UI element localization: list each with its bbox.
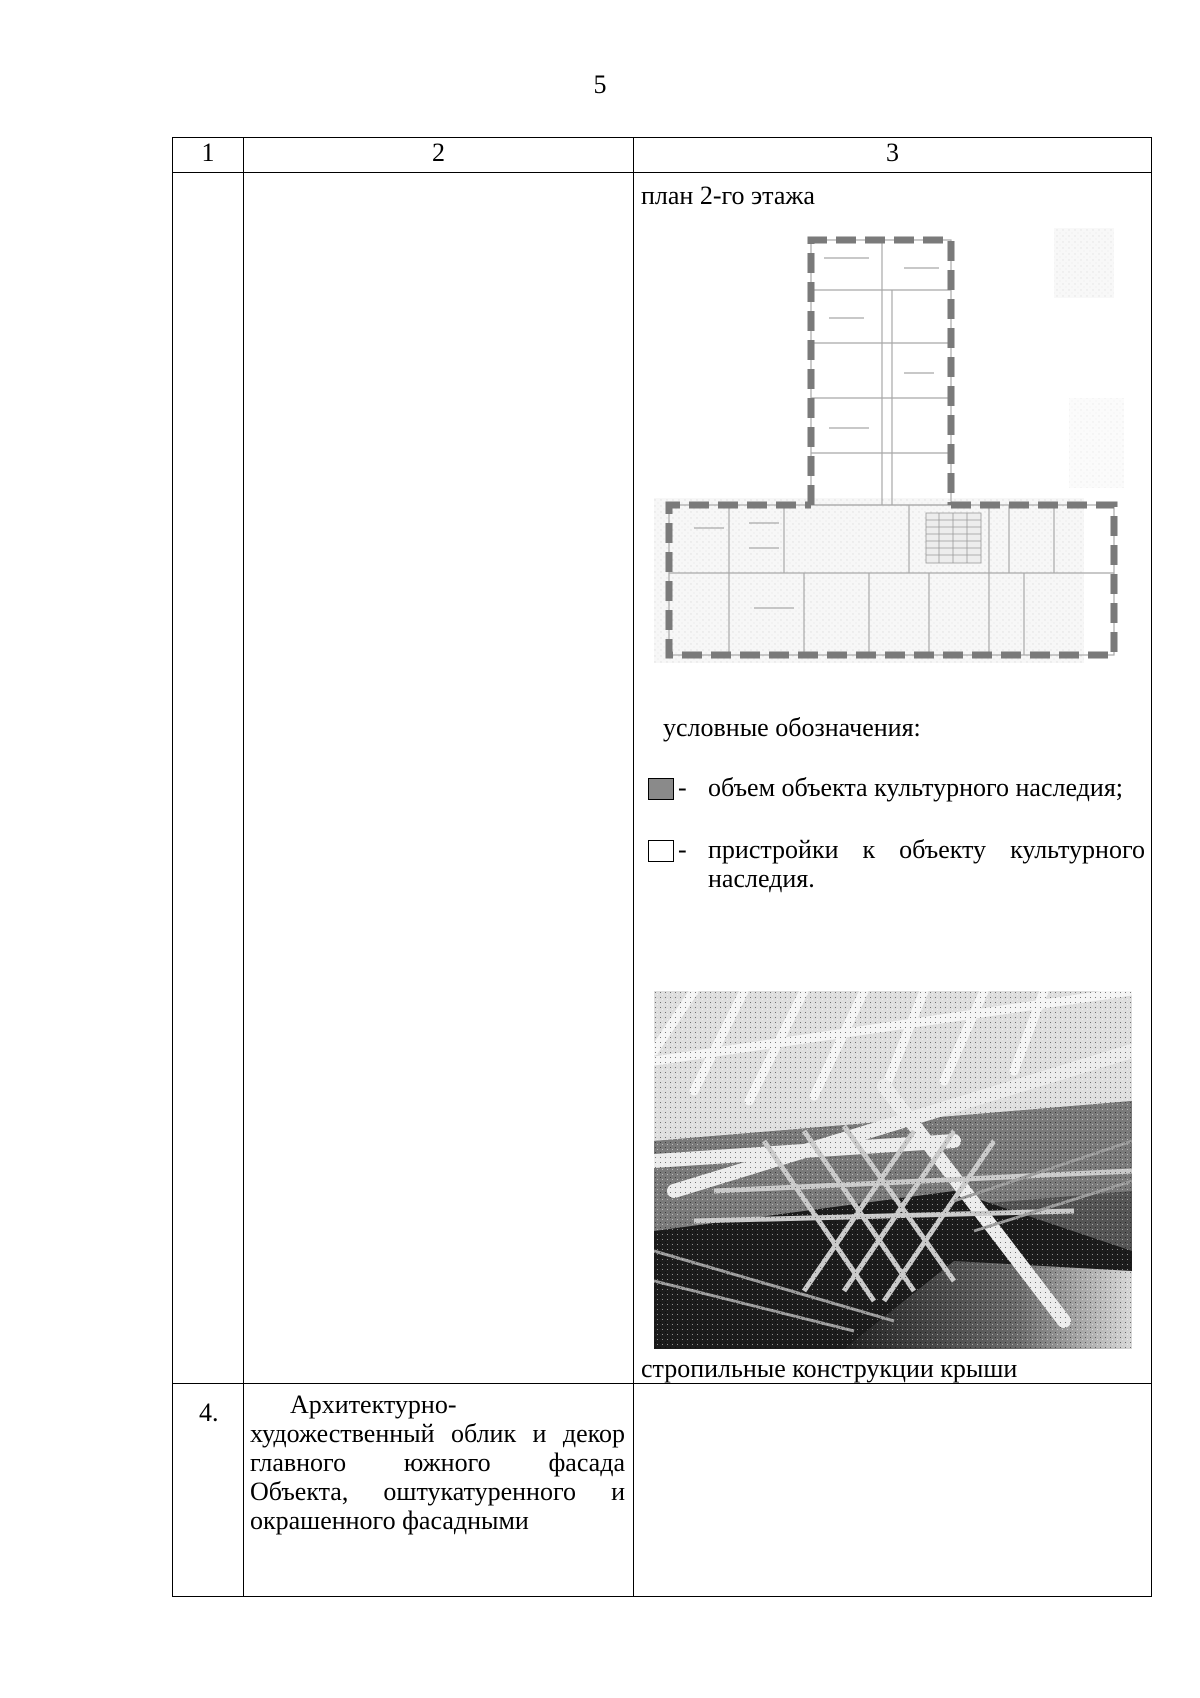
- row-4-col-3: [634, 1384, 1152, 1597]
- heritage-volume-swatch: [648, 778, 674, 800]
- row-continued-col-1: [173, 173, 244, 1384]
- additions-swatch: [648, 840, 674, 862]
- floor-plan-drawing: [654, 228, 1129, 668]
- row-continued-col-2: [244, 173, 634, 1384]
- table-header-row: [173, 138, 1152, 173]
- row-description: [244, 1384, 634, 1597]
- header-col-2: 2: [244, 138, 634, 173]
- page-number: 5: [593, 70, 607, 99]
- main-table: [172, 137, 1152, 1597]
- row-continued-col-3: план 2-го этажа условные обозначения: - объем объекта культурного наследия; - пристройки к объекту культурного наследия. стропильные конструкции крыши: [634, 173, 1152, 1384]
- plan-caption: план 2-го этажа: [641, 181, 815, 210]
- table-row: [173, 1384, 1152, 1597]
- photo-caption: стропильные конструкции крыши: [641, 1354, 1018, 1383]
- row-description-text: Архитектурно-художественный облик и декор главного южного фасада Объекта, оштукатуренного и окрашенного фасадными: [250, 1390, 625, 1535]
- legend-title: условные обозначения:: [663, 713, 921, 742]
- table-row: [173, 173, 1152, 1384]
- row-number: 4.: [173, 1384, 244, 1597]
- header-col-3: 3: [634, 138, 1152, 173]
- roof-rafters-photo: [654, 991, 1132, 1349]
- legend-item-label: объем объекта культурного наследия;: [708, 773, 1123, 802]
- header-col-1: 1: [173, 138, 244, 173]
- legend-item-label: пристройки к объекту культурного наследия.: [708, 835, 1145, 893]
